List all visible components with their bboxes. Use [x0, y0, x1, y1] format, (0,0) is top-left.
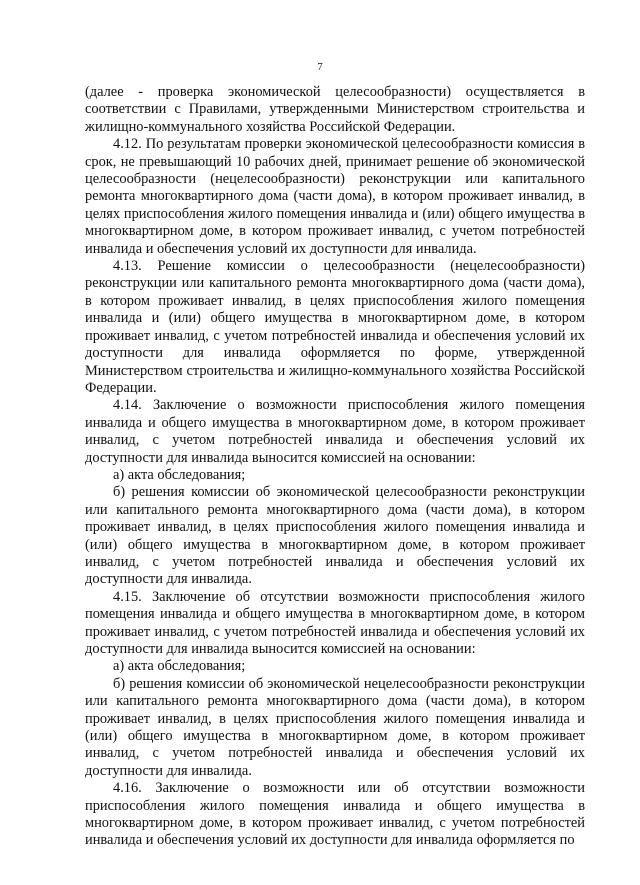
- page-number: 7: [317, 61, 323, 73]
- paragraph-4-15: 4.15. Заключение об отсутствии возможности приспособления жилого помещения инвалида и общего имущества в многоквартирном доме, в котором проживает инвалид, с учетом потребностей инвалида и обеспечения условий их доступности для инвалида выносится комиссией на основании:: [85, 588, 585, 657]
- document-body: [85, 84, 585, 850]
- list-item-4-15-b: б) решения комиссии об экономической нецелесообразности реконструкции или капитального ремонта многоквартирного дома (части дома), в котором проживает инвалид, в целях приспособления жилого помещения инвалида и (или) общего имущества в многоквартирном доме, в котором проживает инвалид, с учетом потребностей инвалида и обеспечения условий их доступности для инвалида.: [85, 675, 585, 779]
- list-item-4-14-b: б) решения комиссии об экономической целесообразности реконструкции или капитального ремонта многоквартирного дома (части дома), в котором проживает инвалид, в целях приспособления жилого помещения инвалида и (или) общего имущества в многоквартирном доме, в котором проживает инвалид, с учетом потребностей инвалида и обеспечения условий их доступности для инвалида.: [85, 484, 585, 588]
- paragraph-4-14: 4.14. Заключение о возможности приспособления жилого помещения инвалида и общего имущества в многоквартирном доме, в котором проживает инвалид, с учетом потребностей инвалида и обеспечения условий их доступности для инвалида выносится комиссией на основании:: [85, 397, 585, 466]
- paragraph-4-13: 4.13. Решение комиссии о целесообразности (нецелесообразности) реконструкции или капитального ремонта многоквартирного дома (части дома), в котором проживает инвалид, в целях приспособления жилого помещения инвалида и (или) общего имущества в многоквартирном доме, в котором проживает инвалид, с учетом потребностей инвалида и обеспечения условий их доступности для инвалида оформляется по форме, утвержденной Министерством строительства и жилищно-коммунального хозяйства Российской Федерации.: [85, 258, 585, 396]
- paragraph-4-12: 4.12. По результатам проверки экономической целесообразности комиссия в срок, не превышающий 10 рабочих дней, принимает решение об экономической целесообразности (нецелесообразности) реконструкции или капитального ремонта многоквартирного дома (части дома), в котором проживает инвалид, в целях приспособления жилого помещения инвалида и (или) общего имущества в многоквартирном доме, в котором проживает инвалид, с учетом потребностей инвалида и обеспечения условий их доступности для инвалида.: [85, 136, 585, 257]
- list-item-4-15-a: а) акта обследования;: [113, 658, 246, 675]
- paragraph-continuation: (далее - проверка экономической целесообразности) осуществляется в соответствии с Правилами, утвержденными Министерством строительства и жилищно-коммунального хозяйства Российской Федерации.: [85, 84, 585, 135]
- paragraph-4-16: 4.16. Заключение о возможности или об отсутствии возможности приспособления жилого помещения инвалида и общего имущества в многоквартирном доме, в котором проживает инвалид, с учетом потребностей инвалида и обеспечения условий их доступности для инвалида оформляется по: [85, 780, 585, 849]
- list-item-4-14-a: а) акта обследования;: [113, 466, 246, 483]
